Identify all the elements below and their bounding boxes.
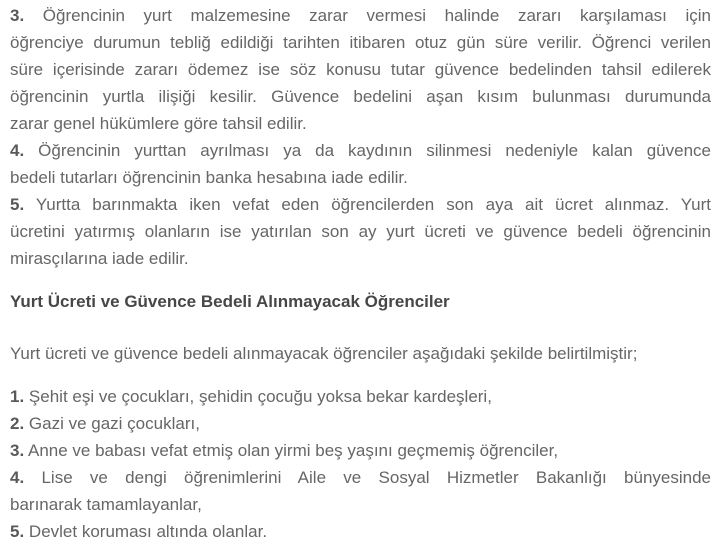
item-number: 5.: [10, 522, 25, 541]
text-segment: Öğrencinin yurt malzemesine zarar vermesi halinde zararı karşılaması için: [42, 6, 711, 25]
item-number: 1.: [10, 387, 25, 406]
paragraph-number: 4.: [10, 141, 25, 160]
text-line: mirasçılarına iade edilir.: [10, 249, 189, 268]
paragraph-number: 3.: [10, 6, 25, 25]
text-line: [10, 2, 711, 29]
text-segment: Devlet koruması altında olanlar.: [28, 522, 268, 541]
text-line: [10, 518, 711, 545]
paragraph-4: [10, 137, 711, 191]
text-line: ücretini yatırmış olanların ise yatırılan son ay yurt ücreti ve güvence bedeli öğrencinin: [10, 222, 711, 241]
text-segment: Yurtta barınmakta iken vefat eden öğrencilerden son aya ait ücret alınmaz. Yurt: [35, 195, 711, 214]
text-line: barınarak tamamlayanlar,: [10, 495, 202, 514]
paragraph-3: [10, 2, 711, 137]
exempt-students-list: [10, 383, 711, 545]
intro-paragraph: Yurt ücreti ve güvence bedeli alınmayacak öğrenciler aşağıdaki şekilde belirtilmiştir;: [10, 344, 638, 363]
text-segment: Lise ve dengi öğrenimlerini Aile ve Sosyal Hizmetler Bakanlığı bünyesinde: [41, 468, 711, 487]
list-item: [10, 464, 711, 518]
paragraph-5: [10, 191, 711, 272]
text-line: [10, 464, 711, 491]
text-line: [10, 437, 711, 464]
item-number: 2.: [10, 414, 25, 433]
paragraph-number: 5.: [10, 195, 25, 214]
text-line: [10, 410, 711, 437]
item-number: 3.: [10, 441, 25, 460]
section-heading: Yurt Ücreti ve Güvence Bedeli Alınmayacak Öğrenciler: [10, 292, 450, 311]
text-segment: Gazi ve gazi çocukları,: [28, 414, 200, 433]
list-item: [10, 437, 711, 464]
text-segment: Şehit eşi ve çocukları, şehidin çocuğu yoksa bekar kardeşleri,: [28, 387, 492, 406]
text-line: öğrencinin yurtla ilişiği kesilir. Güvence bedelini aşan kısım bulunması durumunda: [10, 87, 711, 106]
list-item: [10, 518, 711, 545]
item-number: 4.: [10, 468, 25, 487]
text-segment: Anne ve babası vefat etmiş olan yirmi beş yaşını geçmemiş öğrenciler,: [27, 441, 559, 460]
text-line: zarar genel hükümlere göre tahsil edilir.: [10, 114, 307, 133]
text-line: [10, 137, 711, 164]
list-item: [10, 410, 711, 437]
text-line: süre içerisinde zararı ödemez ise söz konusu tutar güvence bedelinden tahsil edilerek: [10, 60, 711, 79]
text-line: öğrenciye durumun tebliğ edildiği tarihten itibaren otuz gün süre verilir. Öğrenci verilen: [10, 33, 711, 52]
list-item: [10, 383, 711, 410]
text-line: [10, 383, 711, 410]
text-line: bedeli tutarları öğrencinin banka hesabına iade edilir.: [10, 168, 408, 187]
text-line: [10, 191, 711, 218]
text-segment: Öğrencinin yurttan ayrılması ya da kaydının silinmesi nedeniyle kalan güvence: [38, 141, 711, 160]
